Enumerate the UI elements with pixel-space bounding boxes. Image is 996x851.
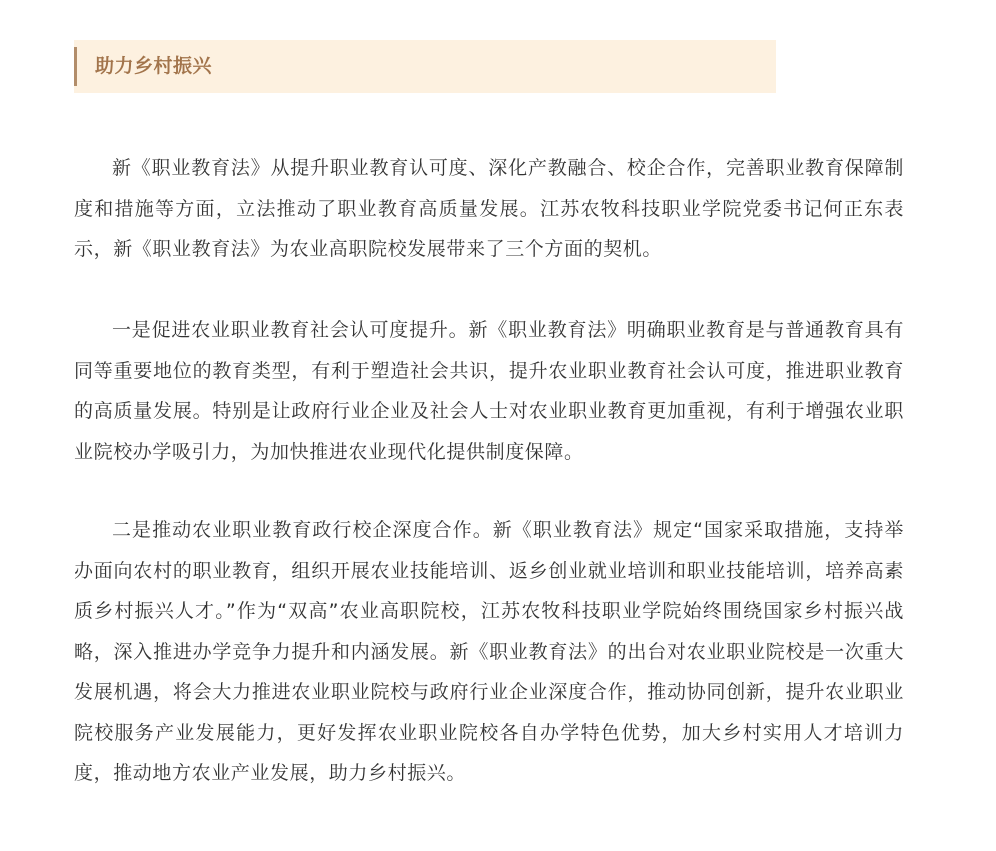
paragraph-point-two: 二是推动农业职业教育政行校企深度合作。新《职业教育法》规定“国家采取措施，支持举办面向农村的职业教育，组织开展农业技能培训、返乡创业就业培训和职业技能培训，培养高素质乡村振兴人才。”作为“双高”农业高职院校，江苏农牧科技职业学院始终围绕国家乡村振兴战略，深入推进办学竞争力提升和内涵发展。新《职业教育法》的出台对农业职业院校是一次重大发展机遇，将会大力推进农业职业院校与政府行业企业深度合作，推动协同创新，提升农业职业院校服务产业发展能力，更好发挥农业职业院校各自办学特色优势，加大乡村实用人才培训力度，推动地方农业产业发展，助力乡村振兴。 bbox=[74, 519, 904, 784]
paragraph-intro: 新《职业教育法》从提升职业教育认可度、深化产教融合、校企合作，完善职业教育保障制度和措施等方面，立法推动了职业教育高质量发展。江苏农牧科技职业学院党委书记何正东表示，新《职业教育法》为农业高职院校发展带来了三个方面的契机。 bbox=[74, 157, 904, 260]
section-accent-bar bbox=[74, 47, 77, 86]
paragraph-point-one: 一是促进农业职业教育社会认可度提升。新《职业教育法》明确职业教育是与普通教育具有同等重要地位的教育类型，有利于塑造社会共识，提升农业职业教育社会认可度，推进职业教育的高质量发展。特别是让政府行业企业及社会人士对农业职业教育更加重视，有利于增强农业职业院校办学吸引力，为加快推进农业现代化提供制度保障。 bbox=[74, 319, 904, 463]
section-header bbox=[74, 40, 776, 93]
section-title: 助力乡村振兴 bbox=[95, 55, 213, 77]
